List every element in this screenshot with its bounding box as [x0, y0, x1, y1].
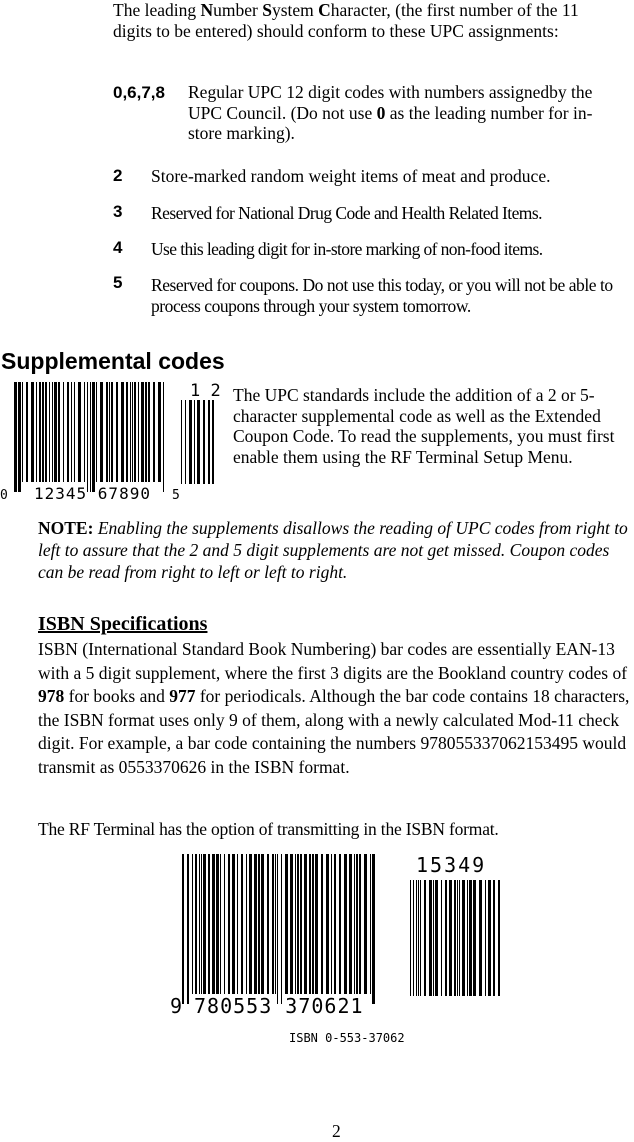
supplement-bars — [181, 400, 214, 484]
barcode-bar — [71, 382, 72, 482]
barcode-bar — [433, 880, 434, 996]
barcode-bar — [182, 854, 184, 1004]
barcode-bar — [309, 854, 311, 994]
barcode-bar — [90, 382, 91, 492]
barcode-bar — [277, 854, 278, 1004]
barcode-bar — [493, 880, 495, 996]
barcode-bar — [344, 854, 347, 994]
barcode-bar — [297, 854, 299, 994]
barcode-bar — [449, 880, 452, 996]
barcode-bar — [445, 880, 447, 996]
isbn-caption: ISBN 0-553-37062 — [289, 1031, 405, 1045]
barcode-bar — [96, 382, 97, 482]
barcode-bar — [54, 382, 57, 482]
assignment-code: 5 — [113, 273, 123, 292]
barcode-bar — [84, 382, 85, 482]
barcode-bar — [304, 854, 307, 994]
barcode-bar — [370, 854, 371, 994]
barcode-bar — [364, 854, 367, 994]
assignment-code: 0,6,7,8 — [113, 83, 165, 102]
barcode-bar — [372, 854, 375, 1004]
barcode-supplement-digits: 15349 — [416, 853, 487, 877]
barcode-bar — [121, 382, 124, 482]
barcode-bar — [473, 880, 476, 996]
barcode-bar — [249, 854, 252, 994]
barcode-bar — [67, 382, 69, 482]
intro-paragraph: The leading Number System Character, (the first number of the 11 digits to be entered) should conform to these UPC assignments: — [113, 0, 579, 41]
barcode-bar — [201, 854, 202, 994]
barcode-bar — [148, 382, 150, 482]
barcode-bar — [87, 382, 88, 492]
barcode-supplement-digits: 1 2 — [190, 381, 221, 401]
barcode-bar — [228, 854, 230, 994]
barcode-bar — [14, 382, 17, 492]
barcode-digit-left: 9 — [170, 994, 183, 1018]
barcode-bar — [26, 382, 28, 482]
barcode-bar — [45, 382, 47, 482]
barcode-bar — [208, 854, 210, 994]
barcode-bar — [359, 854, 361, 994]
barcode-bar — [488, 880, 491, 996]
barcode-bar — [181, 400, 182, 484]
note-paragraph: NOTE: Enabling the supplements disallows the reading of UPC codes from right to left to assure that the 2 and 5 digit supplements are not get missed. Coupon codes can be read from right to left or left to right. — [38, 518, 628, 582]
barcode-bar — [31, 382, 34, 482]
barcode-bar — [254, 854, 257, 994]
barcode-bar — [429, 880, 432, 996]
barcode-bar — [410, 880, 411, 996]
barcode-bar — [158, 382, 161, 482]
barcode-bar — [246, 854, 247, 994]
barcode-bar — [479, 880, 482, 996]
barcode-digit-right: 5 — [172, 488, 180, 503]
barcode-bar — [42, 382, 44, 482]
barcode-bar — [58, 382, 60, 482]
barcode-bar — [224, 854, 225, 994]
barcode-bar — [22, 382, 23, 482]
barcode-bar — [312, 854, 314, 994]
barcode-bar — [111, 382, 113, 482]
barcode-bar — [220, 854, 221, 994]
barcode-bar — [459, 880, 460, 996]
barcode-bar — [197, 400, 200, 484]
barcode-bar — [237, 854, 238, 994]
barcode-bar — [163, 382, 164, 492]
barcode-bar — [78, 382, 81, 482]
barcode-bar — [349, 854, 352, 994]
barcode-bar — [469, 880, 472, 996]
barcode-bar — [290, 854, 293, 994]
barcode-bar — [187, 854, 189, 1004]
barcode-bar — [457, 880, 458, 996]
barcode-bar — [413, 880, 414, 996]
barcode-bar — [212, 400, 214, 484]
barcode-bar — [498, 880, 500, 996]
assignment-code: 4 — [113, 238, 123, 257]
barcode-bar — [203, 400, 205, 484]
barcode-bar — [232, 854, 235, 994]
barcode-bar — [356, 854, 358, 994]
barcode-bar — [49, 382, 50, 482]
barcode-bar — [467, 880, 468, 996]
barcode-bar — [267, 854, 269, 994]
barcode-bar — [185, 400, 186, 484]
assignment-code: 3 — [113, 202, 123, 221]
barcode-bar — [100, 382, 103, 482]
barcode-bar — [203, 854, 206, 994]
barcode-bar — [441, 880, 442, 996]
barcode-bar — [416, 880, 417, 996]
barcode-bar — [141, 382, 144, 482]
barcode-bar — [241, 854, 243, 994]
barcode-bars — [14, 382, 164, 492]
barcode-bar — [212, 854, 215, 994]
barcode-bar — [134, 382, 136, 482]
barcode-bar — [272, 854, 274, 994]
barcode-bar — [189, 400, 192, 484]
barcode-bar — [418, 880, 419, 996]
barcode-bar — [192, 854, 193, 994]
barcode-bar — [485, 880, 486, 996]
barcode-bar — [145, 382, 147, 482]
barcode-bar — [258, 854, 260, 994]
barcode-bar — [195, 854, 197, 994]
barcode-bar — [18, 382, 21, 492]
barcode-bar — [92, 382, 95, 492]
barcode-bar — [106, 382, 108, 482]
section-heading-supplemental: Supplemental codes — [1, 348, 225, 374]
barcode-digits-main: 12345 67890 — [34, 484, 151, 503]
assignment-text: Reserved for National Drug Code and Health Related Items. — [151, 203, 542, 223]
barcode-bar — [36, 382, 37, 482]
barcode-bar — [321, 854, 323, 994]
barcode-bar — [435, 880, 438, 996]
barcode-bar — [116, 382, 118, 482]
assignment-text: Use this leading digit for in-store marking of non-food items. — [151, 239, 543, 259]
barcode-bar — [63, 382, 64, 482]
barcode-bar — [295, 854, 296, 994]
barcode-bar — [300, 854, 302, 994]
barcode-bar — [462, 880, 465, 996]
barcode-bar — [39, 382, 41, 482]
assignment-text: Regular UPC 12 digit codes with numbers assignedby the UPC Council. (Do not use 0 as the leading number for in-store marking). — [188, 82, 593, 143]
supplemental-paragraph: The UPC standards include the addition of a 2 or 5-character supplemental code as well as the Extended Coupon Code. To read the supplements, you must first enable them using the RF Terminal Setup Menu. — [233, 385, 615, 467]
supplement-bars — [410, 880, 500, 996]
barcode-bar — [354, 854, 355, 994]
barcode-bar — [132, 382, 133, 482]
barcode-bar — [208, 400, 210, 484]
barcode-bar — [315, 854, 318, 994]
barcode-bar — [216, 854, 219, 994]
barcode-bar — [261, 854, 264, 994]
assignment-text: Store-marked random weight items of meat and produce. — [151, 166, 551, 186]
barcode-bar — [194, 400, 195, 484]
barcode-bar — [109, 382, 110, 482]
barcode-bar — [126, 382, 128, 482]
barcode-bar — [275, 854, 276, 994]
assignment-code: 2 — [113, 166, 123, 185]
barcode-bar — [130, 382, 131, 482]
isbn-paragraph: ISBN (International Standard Book Numbering) bar codes are essentially EAN-13 with a 5 digit supplement, where the first 3 digits are the Bookland country codes of 978 for books and 977 for periodicals. Although the bar code contains 18 characters, the ISBN format uses only 9 of them, along with a newly calculated Mod-11 check digit. For example, a bar code containing the numbers 978055337062153495 would transmit as 0553370626 in the ISBN format. — [38, 639, 630, 777]
barcode-bar — [138, 382, 139, 482]
barcode-bar — [420, 880, 421, 996]
isbn-option-text: The RF Terminal has the option of transmitting in the ISBN format. — [38, 819, 499, 839]
upc-supplemental-barcode — [0, 378, 222, 503]
barcode-bar — [334, 854, 336, 994]
barcode-bar — [52, 382, 53, 482]
barcode-bar — [199, 854, 200, 994]
barcode-bar — [331, 854, 332, 994]
isbn-barcode — [166, 850, 511, 1050]
barcode-bar — [281, 854, 282, 1004]
barcode-bars — [182, 854, 375, 1004]
barcode-bar — [424, 880, 426, 996]
barcode-digits-main: 780553 370621 — [194, 994, 364, 1018]
barcode-bar — [153, 382, 155, 482]
barcode-bar — [285, 854, 288, 994]
barcode-digit-left: 0 — [0, 488, 8, 503]
barcode-bar — [326, 854, 329, 994]
page-number: 2 — [332, 1121, 341, 1141]
assignment-text: Reserved for coupons. Do not use this today, or you will not be able to process coupons through your system tomorrow. — [151, 275, 613, 316]
section-heading-isbn: ISBN Specifications — [38, 613, 208, 635]
barcode-bar — [74, 382, 75, 482]
barcode-bar — [339, 854, 341, 994]
barcode-bar — [454, 880, 456, 996]
